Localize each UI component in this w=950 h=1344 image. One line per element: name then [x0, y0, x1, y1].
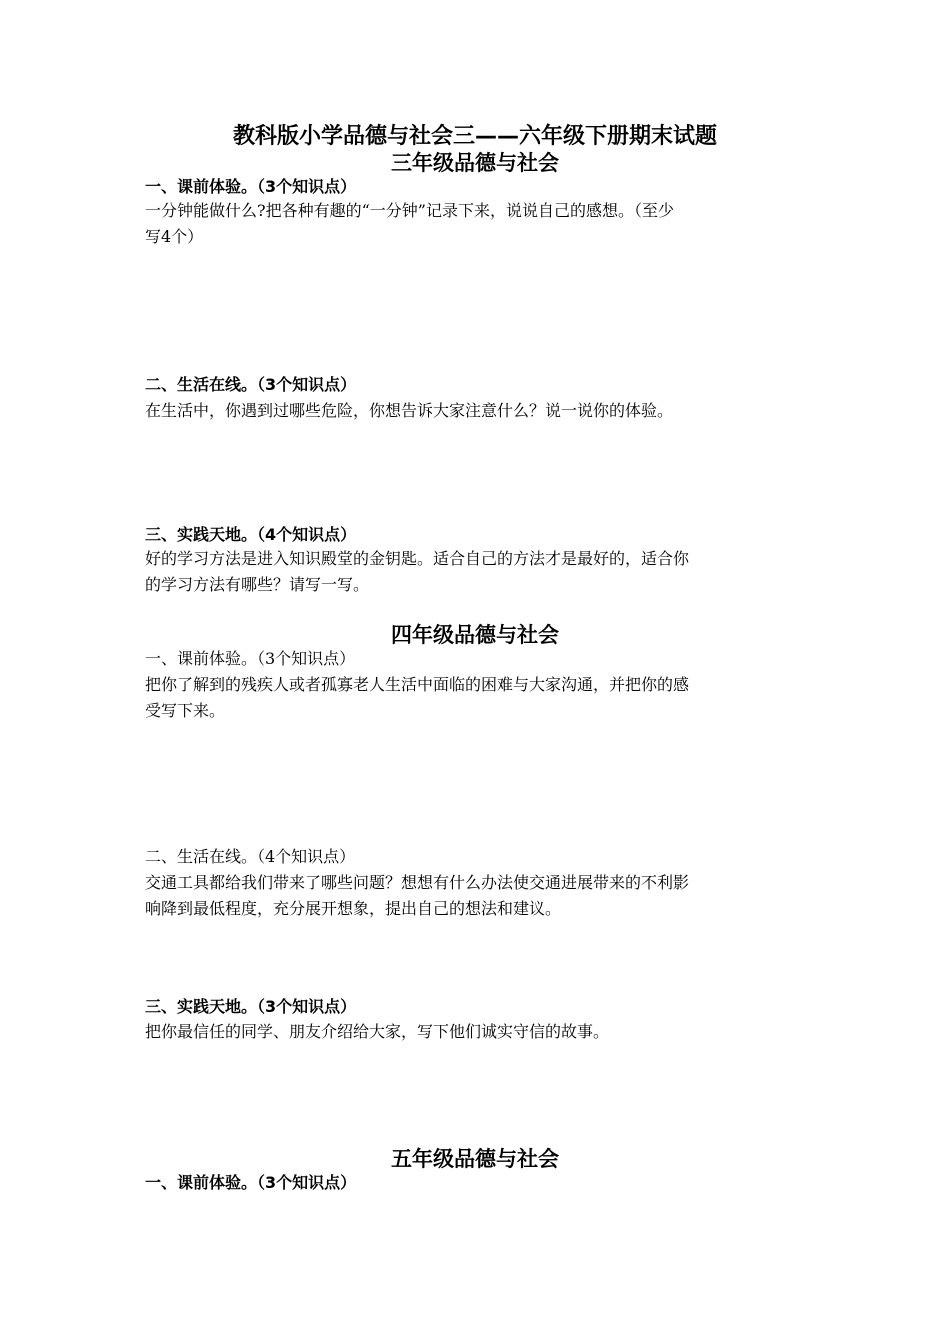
grade3-section2-heading: 二、生活在线。（3个知识点）	[145, 375, 357, 394]
grade3-section1-line1: 一分钟能做什么?把各种有趣的“一分钟”记录下来，说说自己的感想。（至少	[145, 201, 674, 220]
grade3-section1-heading: 一、课前体验。（3个知识点）	[145, 177, 357, 196]
grade3-section2-text: 在生活中，你遇到过哪些危险，你想告诉大家注意什么？说一说你的体验。	[145, 401, 674, 420]
grade3-section3-line1: 好的学习方法是进入知识殿堂的金钥匙。适合自己的方法才是最好的，适合你	[145, 549, 690, 568]
grade4-section3-heading: 三、实践天地。（3个知识点）	[145, 997, 357, 1016]
grade4-section3-text: 把你最信任的同学、朋友介绍给大家，写下他们诚实守信的故事。	[145, 1022, 610, 1041]
grade3-section3-line2: 的学习方法有哪些？请写一写。	[145, 575, 370, 594]
grade4-section1-text	[145, 672, 810, 724]
grade4-section1-line2: 受写下来。	[145, 701, 226, 720]
grade4-section2-line1: 交通工具都给我们带来了哪些问题？想想有什么办法使交通进展带来的不利影	[145, 873, 690, 892]
grade3-section3-heading: 三、实践天地。（4个知识点）	[145, 525, 357, 544]
grade4-section2-heading: 二、生活在线。（4个知识点）	[145, 847, 356, 866]
grade3-section1-line2: 写4个）	[145, 227, 204, 246]
document-title: 教科版小学品德与社会三——六年级下册期末试题	[232, 124, 717, 149]
grade4-section1-heading: 一、课前体验。（3个知识点）	[145, 649, 356, 668]
grade5-section1-heading: 一、课前体验。（3个知识点）	[145, 1173, 357, 1192]
grade4-section2-text	[145, 870, 810, 922]
grade4-heading: 四年级品德与社会	[391, 623, 559, 647]
grade3-section1-text	[145, 198, 810, 250]
grade3-heading: 三年级品德与社会	[391, 151, 559, 175]
grade4-section1-line1: 把你了解到的残疾人或者孤寡老人生活中面临的困难与大家沟通，并把你的感	[145, 675, 690, 694]
grade4-section2-line2: 响降到最低程度，充分展开想象，提出自己的想法和建议。	[145, 899, 562, 918]
grade3-section3-text	[145, 546, 810, 598]
grade5-heading: 五年级品德与社会	[391, 1147, 559, 1171]
